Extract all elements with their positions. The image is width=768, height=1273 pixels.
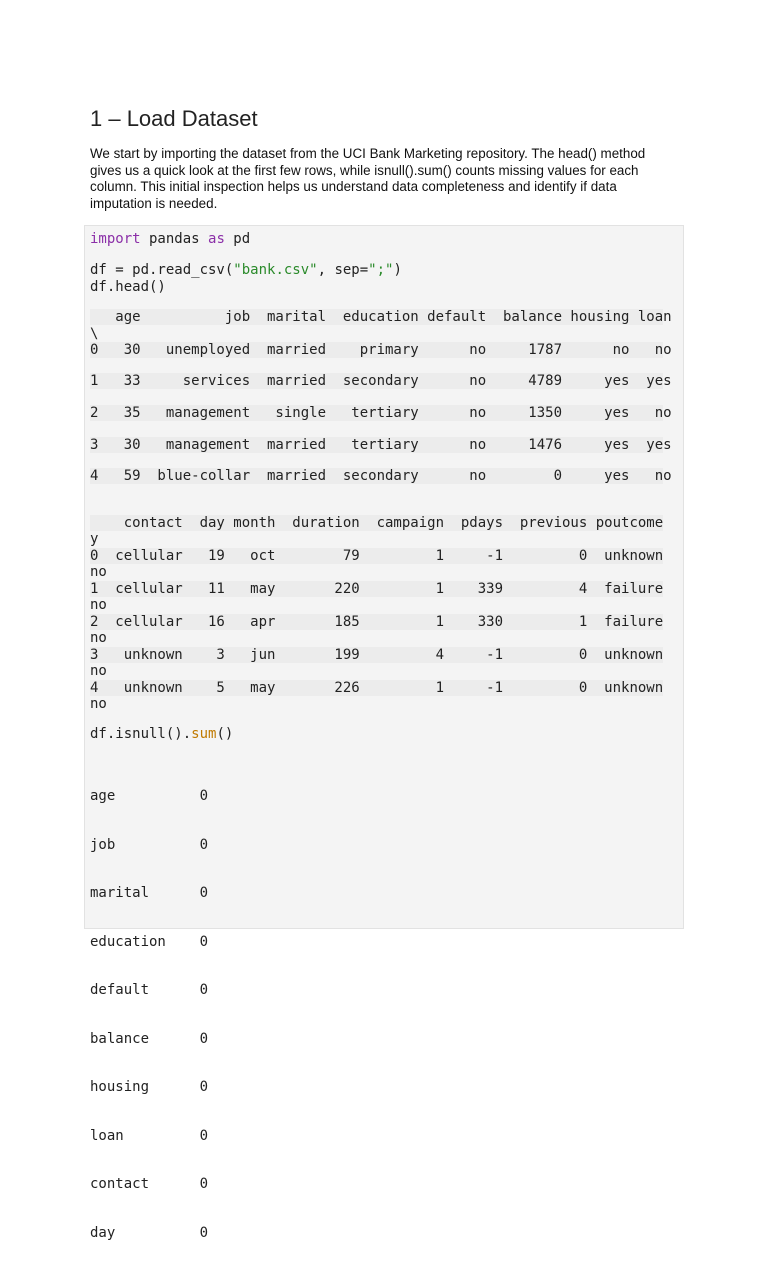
code-isnull-line [90, 726, 233, 742]
list-item: housing 0 [90, 1079, 209, 1095]
sep-arg: , sep= [317, 262, 369, 278]
intro-line: gives us a quick look at the first few rows, while isnull().sum() counts missing values for each [90, 162, 639, 178]
close-paren: () [216, 726, 234, 742]
table-row: 2 35 management single tertiary no 1350 yes no [90, 405, 672, 421]
keyword-import: import [90, 231, 141, 247]
list-item: day 0 [90, 1224, 209, 1241]
sum-function: sum [191, 726, 217, 742]
list-item: loan 0 [90, 1127, 209, 1144]
code-read-csv-line [90, 262, 402, 278]
table-row: 0 cellular 19 oct 79 1 -1 0 unknown [90, 548, 664, 564]
table2-wrap-tail: no [90, 630, 107, 646]
list-item: age 0 [90, 788, 209, 804]
read-csv-call: df = pd.read_csv( [90, 262, 234, 278]
table2-wrap-tail: no [90, 696, 107, 712]
module-name: pandas [140, 231, 209, 247]
table2-wrap-marker: y [90, 531, 99, 547]
section-title: 1 – Load Dataset [90, 106, 258, 131]
table2-wrap-tail: no [90, 597, 107, 613]
isnull-call: df.isnull(). [90, 726, 192, 742]
table1-header: age job marital education default balance housing loan [90, 309, 672, 325]
table2-wrap-tail: no [90, 663, 107, 679]
table-row: 1 33 services married secondary no 4789 yes yes [90, 373, 672, 389]
list-item: education 0 [90, 933, 209, 950]
intro-line: We start by importing the dataset from the UCI Bank Marketing repository. The head() method [90, 146, 646, 161]
code-head-line: df.head() [90, 279, 166, 295]
intro-paragraph [90, 146, 680, 212]
code-import-line [90, 231, 250, 247]
table-row: 0 30 unemployed married primary no 1787 no no [90, 342, 672, 358]
module-alias: pd [224, 231, 251, 247]
keyword-as: as [208, 231, 225, 247]
list-item: default 0 [90, 982, 209, 998]
isnull-output [90, 756, 208, 1273]
list-item: marital 0 [90, 885, 209, 901]
list-item: contact 0 [90, 1176, 209, 1192]
table-row: 2 cellular 16 apr 185 1 330 1 failure [90, 614, 664, 630]
separator-string: ";" [368, 262, 394, 278]
table2-wrap-tail: no [90, 564, 107, 580]
table-row: 4 unknown 5 may 226 1 -1 0 unknown [90, 680, 664, 696]
filename-string: "bank.csv" [233, 262, 318, 278]
intro-line: imputation is needed. [90, 195, 218, 211]
table-row: 3 30 management married tertiary no 1476 yes yes [90, 437, 672, 453]
table-row: 4 59 blue-collar married secondary no 0 yes no [90, 468, 672, 484]
close-paren: ) [393, 262, 402, 278]
list-item: balance 0 [90, 1030, 209, 1047]
table1-wrap-marker: \ [90, 326, 99, 342]
table2-header: contact day month duration campaign pdays previous poutcome [90, 515, 664, 531]
table-row: 3 unknown 3 jun 199 4 -1 0 unknown [90, 647, 664, 663]
list-item: job 0 [90, 836, 209, 853]
table-row: 1 cellular 11 may 220 1 339 4 failure [90, 581, 664, 597]
intro-line: column. This initial inspection helps us understand data completeness and identify if data [90, 179, 617, 194]
